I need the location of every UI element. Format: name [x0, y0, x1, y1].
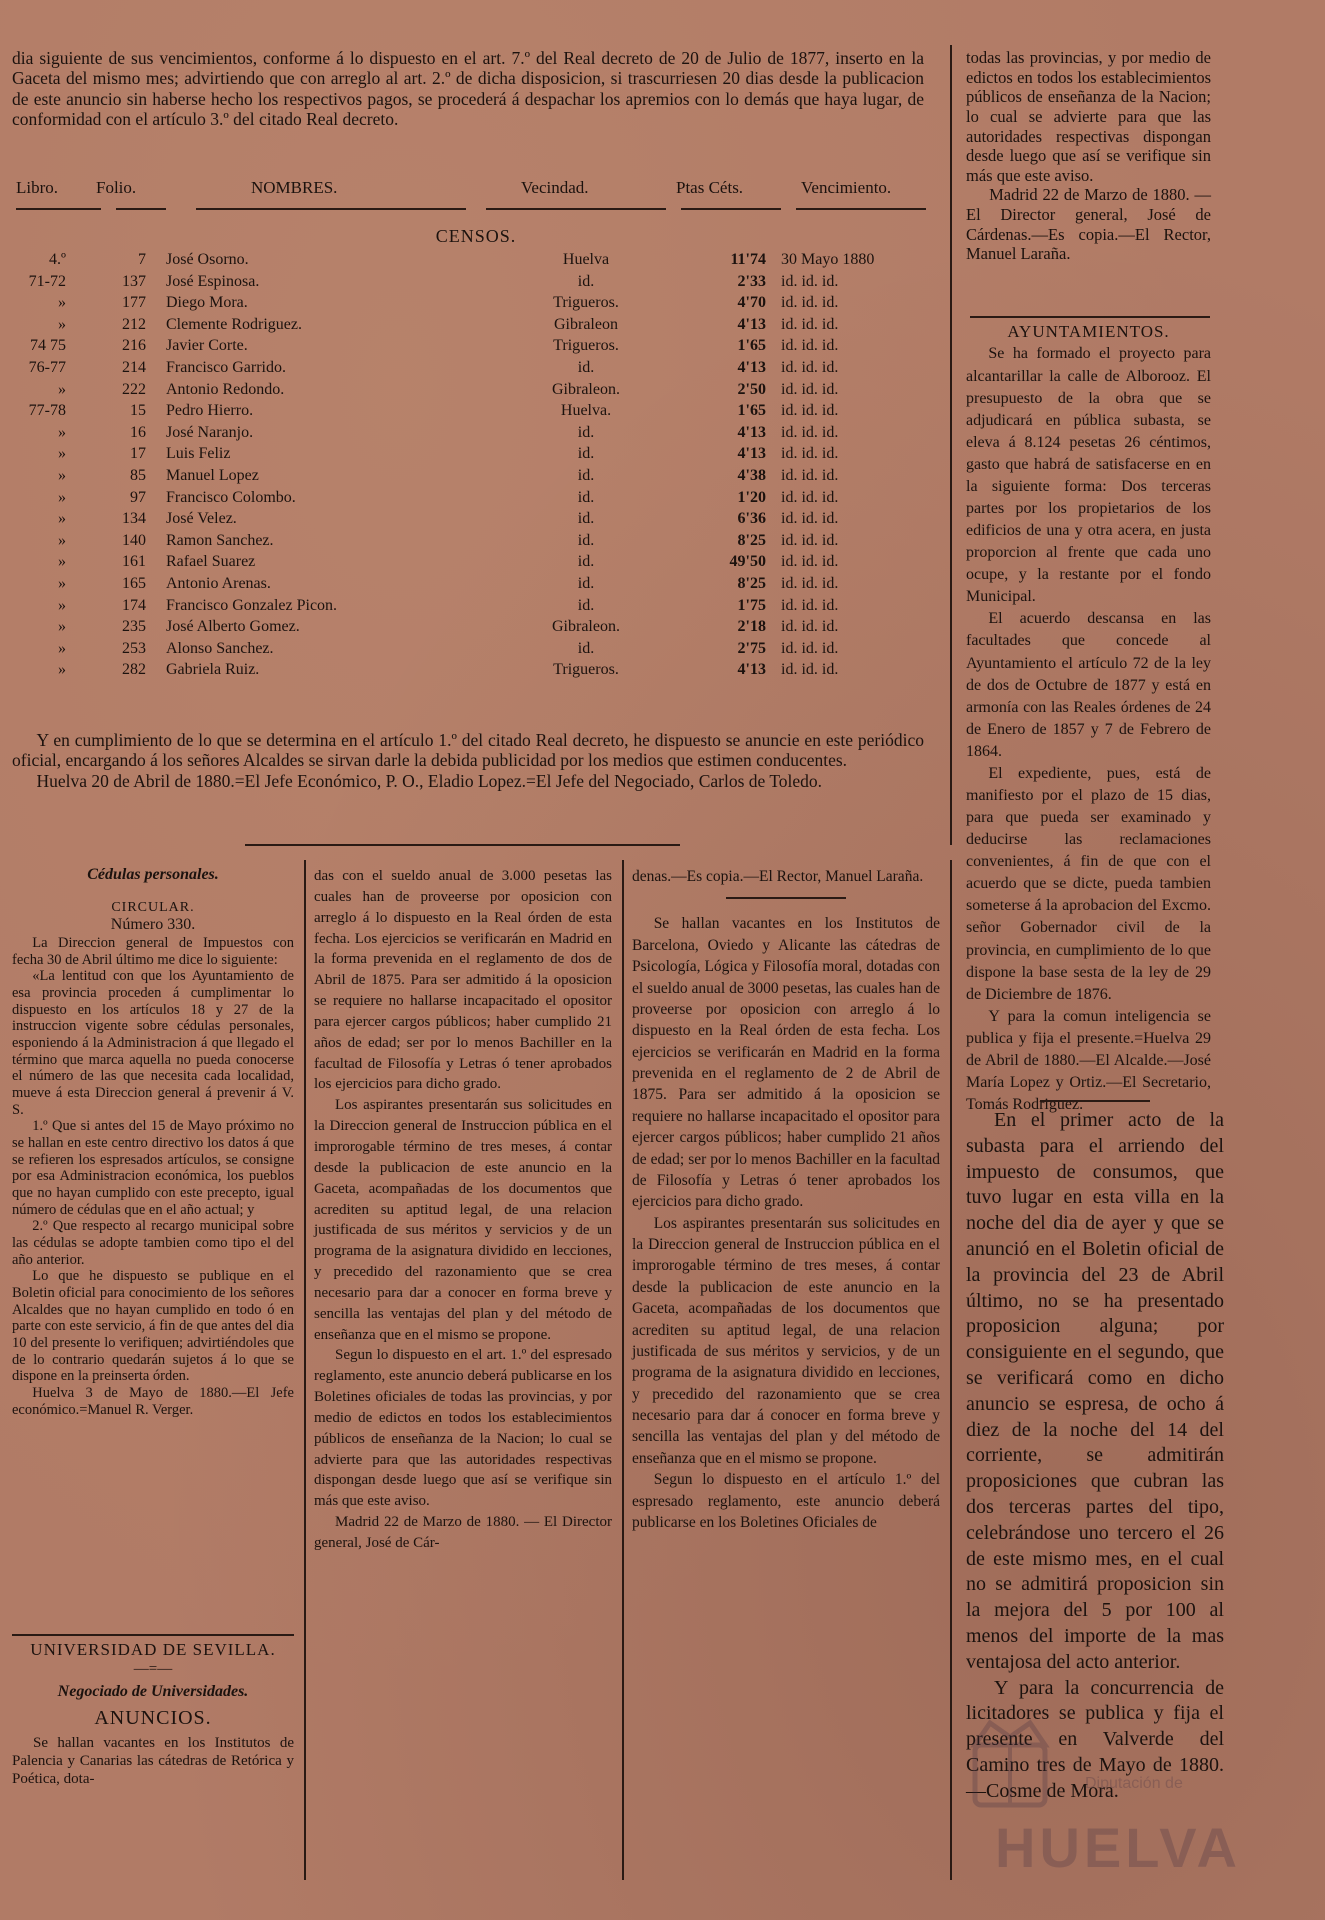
column-rule-2 [622, 860, 624, 1880]
row-libro: » [58, 294, 66, 312]
header-vencimiento: Vencimiento. [801, 178, 892, 197]
row-ptas: 4'13 [737, 358, 766, 376]
table-row [16, 424, 936, 446]
row-vencimiento: id. id. id. [781, 531, 839, 549]
row-libro: » [58, 488, 66, 506]
subasta-rule [1040, 1100, 1150, 1102]
universidad-block [12, 1640, 294, 1788]
row-folio: 216 [122, 337, 146, 355]
closing-block [12, 730, 924, 791]
row-nombre: José Naranjo. [166, 423, 254, 441]
row-nombre: Antonio Arenas. [166, 574, 271, 592]
universidad-title: UNIVERSIDAD DE SEVILLA. [30, 1640, 276, 1659]
row-nombre: Alonso Sanchez. [166, 639, 274, 657]
row-vencimiento: id. id. id. [781, 618, 839, 636]
col3-p4: Segun lo dispuesto en el artículo 1.º del espresado reglamento, este anuncio deberá publicarse en los Boletines Oficiales de [632, 1471, 940, 1531]
row-folio: 222 [122, 380, 146, 398]
column-rule-3 [950, 860, 952, 1880]
table-row [16, 251, 936, 273]
row-vencimiento: id. id. id. [781, 380, 839, 398]
row-nombre: Gabriela Ruiz. [166, 661, 260, 679]
row-vencimiento: 30 Mayo 1880 [781, 251, 875, 268]
ayuntamientos-p4: Y para la comun inteligencia se publica y fija el presente.=Huelva 29 de Abril de 1880.—El Alcalde.—José María Lopez y Ortiz.—El Secretario, Tomás Rodriguez. [966, 1007, 1211, 1114]
row-nombre: Francisco Colombo. [166, 488, 296, 506]
row-nombre: José Espinosa. [166, 272, 260, 290]
censos-table [16, 178, 936, 683]
row-nombre: Francisco Garrido. [166, 358, 286, 376]
subasta-p2: Y para la concurrencia de licitadores se publica y fija el presente en Valverde del Camino tres de Mayo de 1880. —Cosme de Mora. [966, 1676, 1224, 1802]
table-row [16, 294, 936, 316]
table-row [16, 445, 936, 467]
row-nombre: Pedro Hierro. [166, 402, 254, 420]
row-vencimiento: id. id. id. [781, 574, 839, 592]
table-row [16, 402, 936, 424]
row-ptas: 4'13 [737, 445, 766, 463]
universidad-anuncios: ANUNCIOS. [94, 1706, 212, 1729]
row-vecindad: id. [577, 466, 595, 484]
right-top-p1: todas las provincias, y por medio de edictos en todos los establecimientos públicos de enseñanza de la Nacion; lo cual se advierte para que las autoridades respectivas dispongan desde luego que así se verifique sin más que este aviso. [966, 48, 1211, 185]
cedulas-p1: La Direccion general de Impuestos con fecha 30 de Abril último me dice lo siguiente: [12, 934, 294, 968]
table-row [16, 618, 936, 640]
row-vencimiento: id. id. id. [781, 294, 839, 312]
row-vencimiento: id. id. id. [781, 445, 839, 463]
table-row [16, 532, 936, 554]
row-nombre: Antonio Redondo. [166, 380, 285, 398]
ayuntamientos-block [966, 320, 1211, 1116]
row-vecindad: id. [577, 531, 595, 549]
col3-p2: Se hallan vacantes en los Institutos de Barcelona, Oviedo y Alicante las cátedras de Psicología, Lógica y Filosofía moral, dotadas con el sueldo anual de 3000 pesetas, las cuales han de proveerse por oposicion con arreglo á lo dispuesto en la Real órden de esta fecha. Los ejercicios se verificarán en Madrid en la forma prevenida en el reglamento de 2 de Abril de 1875. Para ser admitido á la oposicion se requiere no hallarse incapacitado el opositor para ejercer cargos públicos; haber cumplido 21 años de edad; ser por lo menos Bachiller en la facultad de Filosofía y Letras ó tener aprobados los ejercicios para dicho grado. [632, 915, 940, 1211]
row-libro: 71-72 [28, 272, 66, 290]
intro-text: dia siguiente de sus vencimientos, conforme á lo dispuesto en el art. 7.º del Real decreto de 20 de Julio de 1877, inserto en la Gaceta del mismo mes; advirtiendo que con arreglo al art. 2.º de dicha disposicion, si trascurriesen 20 dias desde la publicacion de este anuncio sin haberse hecho los respectivos pagos, se procederá á despachar los apremios con lo demás que haya lugar, de conformidad con el artículo 3.º del citado Real decreto. [12, 48, 924, 129]
col2-p2: Los aspirantes presentarán sus solicitudes en la Direccion general de Instruccion pública en el improrogable término de tres meses, á contar desde la publicacion de este anuncio en la Gaceta, acompañadas de los documentos que acrediten su aptitud legal, de una relacion justificada de sus méritos y servicios y de un programa de la asignatura dividido en lecciones, y precedido del razonamiento que se crea necesario para dar a conocer en forma breve y sencilla las ventajas del plan y del método de enseñanza que en el mismo se propone. [314, 1097, 612, 1343]
col3-block [632, 866, 940, 1533]
ayuntamientos-p2: El acuerdo descansa en las facultades que concede al Ayuntamiento el artículo 72 de la ley de dos de Octubre de 1877 y está en armonía con las Reales órdenes de 24 de Enero de 1857 y 7 de Febrero de 1864. [966, 610, 1211, 760]
crown-emblem-icon [965, 1715, 1055, 1815]
row-vencimiento: id. id. id. [781, 358, 839, 376]
table-row [16, 575, 936, 597]
row-ptas: 4'70 [737, 294, 766, 312]
row-ptas: 1'65 [737, 337, 766, 355]
universidad-p1: Se hallan vacantes en los Institutos de Palencia y Canarias las cátedras de Retórica y Poética, dota- [12, 1734, 294, 1787]
row-vencimiento: id. id. id. [781, 596, 839, 614]
col2-p1: das con el sueldo anual de 3.000 pesetas las cuales han de proveerse por oposicion con arreglo á lo dispuesto en la Real órden de esta fecha. Los ejercicios se verificarán en Madrid en la forma prevenida en el reglamento de dos de Abril de 1875. Para ser admitido á la oposicion se requiere no hallarse incapacitado el opositor para ejercer cargos públicos; haber cumplido 21 años de edad; ser por lo menos Bachiller en la facultad de Filosofía y Letras ó tener aprobados los ejercicios para dicho grado. [314, 868, 612, 1093]
row-vecindad: id. [577, 445, 595, 463]
ayuntamientos-p1: Se ha formado el proyecto para alcantarillar la calle de Alborooz. El presupuesto de la obra que se adjudicará en pública subasta, se eleva á 8.124 pesetas 26 céntimos, gasto que habrá de satisfacerse en en la siguiente forma: Dos terceras partes por los propietarios de los edificios de una y otra acera, en justa proporcion al frente que cada uno ocupe, y la restante por el fondo Municipal. [966, 345, 1211, 606]
row-ptas: 2'50 [737, 380, 766, 398]
row-ptas: 1'75 [737, 596, 766, 614]
cedulas-p2: «La lentitud con que los Ayuntamiento de esa provincia proceden á cumplimentar lo dispuesto en los artículos 18 y 27 de la instruccion vigente sobre cédulas personales, esponiendo á la Administracion á que llegado el término que marca aquella no pueda conocerse el número de las que necesita cada localidad, mueve á esta Direccion general á prevenir á V. S. [12, 968, 294, 1118]
row-folio: 174 [122, 596, 146, 614]
header-libro: Libro. [16, 178, 59, 197]
table-row [16, 467, 936, 489]
row-nombre: Diego Mora. [166, 294, 248, 312]
row-nombre: Javier Corte. [166, 337, 248, 355]
row-ptas: 1'65 [737, 402, 766, 420]
col2-p3: Segun lo dispuesto en el art. 1.º del espresado reglamento, este anuncio deberá publicarse en los Boletines oficiales de todas las provincias, y por medio de edictos en todos los establecimientos públicos de enseñanza de la Nacion; lo cual se advierte para que las autoridades respectivas dispongan desde luego que así se verifique sin más que este aviso. [314, 1347, 612, 1510]
row-vecindad: id. [577, 596, 595, 614]
row-ptas: 4'13 [737, 661, 766, 679]
intro-paragraph [12, 48, 924, 129]
row-libro: » [58, 661, 66, 679]
col3-rule [726, 897, 846, 899]
closing-signature: Huelva 20 de Abril de 1880.=El Jefe Económico, P. O., Eladio Lopez.=El Jefe del Negociado, Carlos de Toledo. [36, 770, 823, 791]
row-libro: 4.º [49, 251, 66, 268]
header-nombres: NOMBRES. [251, 178, 338, 197]
ayuntamientos-rule [970, 316, 1210, 318]
ayuntamientos-title: AYUNTAMIENTOS. [1007, 322, 1170, 341]
col3-p1: denas.—Es copia.—El Rector, Manuel Laraña. [632, 868, 924, 885]
watermark-sub: Diputación de [1085, 1775, 1183, 1792]
table-row [16, 316, 936, 338]
row-ptas: 2'33 [737, 272, 766, 290]
row-vecindad: id. [577, 423, 595, 441]
cedulas-p5: Lo que he dispuesto se publique en el Boletin oficial para conocimiento de los señores Alcaldes que no hayan cumplido en todo ó en parte con este servicio, á fin de que antes del dia 10 del presente lo verifiquen; advirtiéndoles que de lo contrario quedarán sujetos á lo que se dispone en la preinserta órden. [12, 1268, 294, 1385]
row-vecindad: Trigueros. [553, 661, 619, 679]
row-nombre: José Alberto Gomez. [166, 618, 300, 636]
row-libro: 74 75 [30, 337, 66, 355]
row-folio: 253 [122, 639, 146, 657]
row-folio: 165 [122, 574, 146, 592]
row-vecindad: id. [577, 553, 595, 571]
row-libro: » [58, 531, 66, 549]
row-vecindad: id. [577, 358, 595, 376]
row-ptas: 2'75 [737, 639, 766, 657]
row-vencimiento: id. id. id. [781, 488, 839, 506]
row-ptas: 6'36 [737, 510, 766, 528]
row-vencimiento: id. id. id. [781, 315, 839, 333]
subasta-block [966, 1108, 1224, 1805]
table-row [16, 640, 936, 662]
row-vecindad: id. [577, 488, 595, 506]
row-folio: 16 [130, 423, 146, 441]
universidad-negociado: Negociado de Universidades. [57, 1683, 249, 1701]
col2-p4: Madrid 22 de Marzo de 1880. — El Director general, José de Cár- [314, 1514, 612, 1551]
cedulas-title: Cédulas personales. [87, 866, 219, 883]
cedulas-block [12, 866, 294, 1418]
row-vecindad: Gibraleon [554, 315, 618, 333]
row-folio: 214 [122, 358, 146, 376]
row-vencimiento: id. id. id. [781, 402, 839, 420]
row-folio: 140 [122, 531, 146, 549]
table-row [16, 661, 936, 683]
cedulas-p3: 1.º Que si antes del 15 de Mayo próximo no se hallan en este centro directivo los datos á que se refieren los espresados artículos, se consigne por esa Administracion económica, los pueblos que no hayan cumplido con este precepto, igual número de cédulas que en el año actual; y [12, 1118, 294, 1218]
row-folio: 7 [138, 251, 146, 268]
row-libro: 76-77 [28, 358, 66, 376]
cedulas-numero: Número 330. [110, 916, 196, 934]
table-row [16, 510, 936, 532]
row-vencimiento: id. id. id. [781, 466, 839, 484]
row-vencimiento: id. id. id. [781, 272, 839, 290]
row-ptas: 11'74 [730, 251, 766, 268]
table-rows [16, 251, 936, 683]
row-nombre: José Velez. [166, 510, 237, 528]
cedulas-circular: CIRCULAR. [111, 900, 195, 916]
row-nombre: José Osorno. [166, 251, 249, 268]
col3-p3: Los aspirantes presentarán sus solicitudes en la Direccion general de Instruccion pública en el improrogable término de tres meses, á contar desde la publicacion de este anuncio en la Gaceta, acompañadas de los documentos que acrediten su aptitud legal, de una relacion justificada de sus méritos y servicios, y de un programa de la asignatura dividido en lecciones, y precedido del razonamiento que se crea necesario para dar á conocer en forma breve y sencilla las ventajas del plan y del método de enseñanza que en el mismo se propone. [632, 1214, 940, 1467]
row-libro: » [58, 315, 66, 333]
universidad-rule [12, 1634, 294, 1636]
row-folio: 235 [122, 618, 146, 636]
row-vecindad: Gibraleon. [552, 618, 620, 636]
table-row [16, 337, 936, 359]
right-top-block [966, 48, 1211, 264]
row-vecindad: Gibraleon. [552, 380, 620, 398]
table-row [16, 359, 936, 381]
row-folio: 85 [130, 466, 146, 484]
row-vencimiento: id. id. id. [781, 639, 839, 657]
table-row [16, 381, 936, 403]
row-libro: » [58, 466, 66, 484]
header-folio: Folio. [96, 178, 137, 197]
row-vecindad: Huelva. [560, 402, 612, 420]
table-row [16, 273, 936, 295]
row-ptas: 4'38 [737, 466, 766, 484]
table-row [16, 553, 936, 575]
row-nombre: Francisco Gonzalez Picon. [166, 596, 338, 614]
row-ptas: 4'13 [737, 315, 766, 333]
row-vecindad: Trigueros. [553, 337, 619, 355]
row-vecindad: id. [577, 574, 595, 592]
row-libro: » [58, 618, 66, 636]
row-vecindad: id. [577, 510, 595, 528]
row-vecindad: Trigueros. [553, 294, 619, 312]
row-folio: 97 [130, 488, 146, 506]
row-folio: 177 [122, 294, 146, 312]
row-nombre: Ramon Sanchez. [166, 531, 274, 549]
table-row [16, 597, 936, 619]
cedulas-p4: 2.º Que respecto al recargo municipal sobre las cédulas se adopte tambien como tipo el del año anterior. [12, 1218, 294, 1268]
header-rules [16, 206, 936, 216]
row-ptas: 8'25 [737, 574, 766, 592]
subasta-p1: En el primer acto de la subasta para el arriendo del impuesto de consumos, que tuvo lugar en esta villa en la noche del dia de ayer y que se anunció en el Boletin oficial de la provincia del 23 de Abril último, no se ha presentado proposicion alguna; por consiguiente en el segundo, que se verificará como en dicho anuncio se espresa, de ocho á diez de la noche del 14 del corriente, se admitirán proposiciones que cubran las dos terceras partes del tipo, celebrándose uno tercero el 26 de este mismo mes, en el cual no se admitirá proposicion sin la mejora del 5 por 100 al menos del importe de la mas ventajosa del acto anterior. [966, 1109, 1224, 1673]
row-libro: » [58, 596, 66, 614]
right-top-p2: Madrid 22 de Marzo de 1880. —El Director general, José de Cárdenas.—Es copia.—El Rector, Manuel Laraña. [966, 185, 1211, 264]
section-title: CENSOS. [435, 226, 517, 246]
row-ptas: 49'50 [729, 553, 766, 571]
row-libro: » [58, 380, 66, 398]
row-ptas: 4'13 [737, 423, 766, 441]
header-ptas: Ptas Céts. [676, 178, 744, 197]
row-libro: » [58, 510, 66, 528]
col2-block [314, 866, 612, 1554]
row-libro: » [58, 574, 66, 592]
section-divider [245, 844, 680, 846]
row-nombre: Luis Feliz [166, 445, 231, 463]
row-folio: 17 [130, 445, 146, 463]
row-vencimiento: id. id. id. [781, 337, 839, 355]
row-vencimiento: id. id. id. [781, 423, 839, 441]
row-nombre: Clemente Rodriguez. [166, 315, 302, 333]
row-ptas: 8'25 [737, 531, 766, 549]
header-vecindad: Vecindad. [521, 178, 589, 197]
table-row [16, 489, 936, 511]
row-ptas: 1'20 [737, 488, 766, 506]
row-vecindad: Huelva [562, 251, 610, 268]
row-folio: 282 [122, 661, 146, 679]
row-vencimiento: id. id. id. [781, 661, 839, 679]
row-folio: 161 [122, 553, 146, 571]
row-libro: 77-78 [28, 402, 66, 420]
row-vencimiento: id. id. id. [781, 510, 839, 528]
diputacion-huelva-watermark [955, 1715, 1285, 1885]
row-vecindad: id. [577, 272, 595, 290]
watermark-name: HUELVA [995, 1816, 1241, 1879]
row-libro: » [58, 553, 66, 571]
table-header [16, 178, 936, 206]
row-nombre: Rafael Suarez [166, 553, 256, 571]
row-libro: » [58, 423, 66, 441]
row-vencimiento: id. id. id. [781, 553, 839, 571]
row-libro: » [58, 445, 66, 463]
column-rule-top [950, 45, 952, 845]
row-folio: 15 [130, 402, 146, 420]
row-libro: » [58, 639, 66, 657]
ayuntamientos-p3: El expediente, pues, está de manifiesto por el plazo de 15 dias, para que pueda ser examinado y deducirse las reclamaciones convenientes, á fin de que con el acuerdo que se dicte, pueda tambien someterse á la aprobacion del Excmo. señor Gobernador civil de la provincia, en cumplimiento de lo que dispone la base sesta de la ley de 29 de Diciembre de 1876. [966, 764, 1211, 1003]
universidad-separator: —=— [133, 1661, 173, 1678]
row-folio: 212 [122, 315, 146, 333]
column-rule-1 [304, 860, 306, 1880]
row-nombre: Manuel Lopez [166, 466, 259, 484]
cedulas-p6: Huelva 3 de Mayo de 1880.—El Jefe económico.=Manuel R. Verger. [12, 1385, 294, 1418]
closing-text: Y en cumplimiento de lo que se determina en el artículo 1.º del citado Real decreto, he dispuesto se anuncie en este periódico oficial, encargando á los señores Alcaldes se sirvan darle la debida publicidad por los medios que estimen conducentes. [12, 730, 924, 771]
row-vecindad: id. [577, 639, 595, 657]
row-folio: 134 [122, 510, 146, 528]
row-ptas: 2'18 [737, 618, 766, 636]
row-folio: 137 [122, 272, 146, 290]
